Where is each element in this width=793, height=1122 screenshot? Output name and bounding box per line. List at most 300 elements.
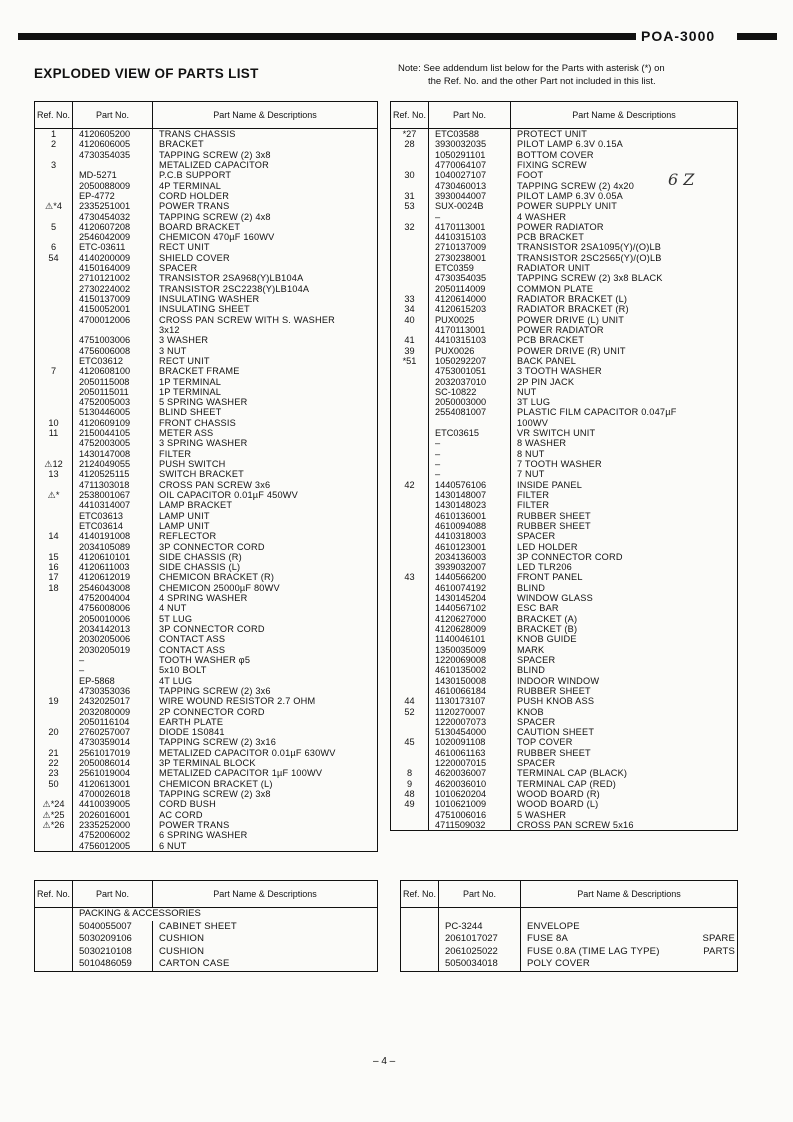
part-no-cell: 4120613001 bbox=[73, 779, 153, 789]
ref-cell bbox=[391, 624, 429, 634]
name-cell: TRANS CHASSIS bbox=[159, 129, 236, 139]
part-no-cell: MD-5271 bbox=[73, 170, 153, 180]
packing-heading: PACKING & ACCESSORIES bbox=[79, 908, 201, 919]
ref-cell: 23 bbox=[35, 768, 73, 778]
ref-cell: 28 bbox=[391, 139, 429, 149]
part-no-cell: 2026016001 bbox=[73, 810, 153, 820]
part-no-cell: 2050115011 bbox=[73, 387, 153, 397]
table-row bbox=[391, 253, 738, 263]
table-row bbox=[391, 737, 738, 747]
note-cell bbox=[688, 921, 738, 934]
table-row bbox=[391, 665, 738, 675]
ref-cell: 22 bbox=[35, 758, 73, 768]
table-row bbox=[35, 284, 378, 294]
part-no-cell: 2050115008 bbox=[73, 377, 153, 387]
name-cell: PCB BRACKET bbox=[517, 232, 585, 243]
part-no-cell: 2030205006 bbox=[73, 634, 153, 644]
name-cell: REFLECTOR bbox=[159, 531, 217, 542]
table-row bbox=[35, 830, 378, 840]
part-no-cell: 2561019004 bbox=[73, 768, 153, 778]
packing-table bbox=[34, 880, 378, 972]
table-row bbox=[35, 263, 378, 273]
ref-cell bbox=[391, 645, 429, 655]
table-row bbox=[391, 407, 738, 417]
table-row bbox=[391, 469, 738, 479]
name-cell: BACK PANEL bbox=[517, 355, 577, 366]
name-cell: POWER RADIATOR bbox=[517, 324, 604, 335]
part-no-cell: 4756008006 bbox=[73, 603, 153, 613]
table-row bbox=[35, 799, 378, 809]
part-no-cell: 4120608100 bbox=[73, 366, 153, 376]
name-cell: 4 SPRING WASHER bbox=[159, 593, 248, 604]
part-no-cell: – bbox=[429, 469, 511, 479]
part-no-cell: 3939032007 bbox=[429, 562, 511, 572]
table-row bbox=[391, 366, 738, 376]
name-cell: 100WV bbox=[517, 417, 549, 428]
name-cell: 3 NUT bbox=[159, 345, 187, 356]
name-cell: CORD HOLDER bbox=[159, 190, 230, 201]
ref-cell bbox=[391, 232, 429, 242]
name-cell: P.C.B SUPPORT bbox=[159, 170, 232, 181]
table-row bbox=[35, 212, 378, 222]
part-no-cell: ETC03613 bbox=[73, 511, 153, 521]
ref-cell bbox=[391, 242, 429, 252]
ref-cell: 43 bbox=[391, 572, 429, 582]
ref-cell bbox=[35, 789, 73, 799]
col-ref: Ref. No. bbox=[35, 881, 73, 908]
part-no-cell: 4610136001 bbox=[429, 511, 511, 521]
name-cell: BLIND SHEET bbox=[159, 407, 222, 418]
part-no-cell: 4120609109 bbox=[73, 418, 153, 428]
part-no-cell: 4170113001 bbox=[429, 222, 511, 232]
part-no-cell: 1430147008 bbox=[73, 449, 153, 459]
spare-parts-table bbox=[400, 880, 738, 972]
col-name: Part Name & Descriptions bbox=[511, 102, 738, 129]
table-row bbox=[391, 273, 738, 283]
ref-cell bbox=[35, 335, 73, 345]
name-cell: POWER TRANS bbox=[159, 201, 230, 212]
ref-cell bbox=[391, 377, 429, 387]
part-no-cell: 2546042009 bbox=[73, 232, 153, 242]
name-cell: WOOD BOARD (R) bbox=[517, 789, 600, 799]
ref-cell: 5 bbox=[35, 222, 73, 232]
ref-cell bbox=[35, 921, 73, 934]
table-row bbox=[391, 387, 738, 397]
name-cell: SWITCH BRACKET bbox=[159, 469, 244, 480]
ref-cell bbox=[35, 686, 73, 696]
name-cell: CAUTION SHEET bbox=[517, 727, 595, 738]
ref-cell bbox=[35, 273, 73, 283]
ref-cell bbox=[391, 150, 429, 160]
table-row bbox=[391, 676, 738, 686]
part-no-cell bbox=[73, 325, 153, 335]
table-row bbox=[35, 129, 378, 140]
table-row bbox=[35, 737, 378, 747]
name-cell: CROSS PAN SCREW 3x6 bbox=[159, 479, 271, 490]
table-row bbox=[391, 789, 738, 799]
name-cell: METER ASS bbox=[159, 428, 214, 439]
name-cell: 3P CONNECTOR CORD bbox=[159, 541, 265, 552]
table-row bbox=[35, 500, 378, 510]
table-row bbox=[35, 253, 378, 263]
table-row bbox=[391, 624, 738, 634]
table-row bbox=[391, 449, 738, 459]
name-cell: PROTECT UNIT bbox=[517, 129, 588, 139]
ref-cell: 16 bbox=[35, 562, 73, 572]
ref-cell: 48 bbox=[391, 789, 429, 799]
ref-cell bbox=[391, 665, 429, 675]
part-no-cell: 4751006016 bbox=[429, 810, 511, 820]
part-no-cell: 2050088009 bbox=[73, 181, 153, 191]
name-cell: 4 WASHER bbox=[517, 211, 567, 222]
table-row bbox=[391, 799, 738, 809]
ref-cell bbox=[35, 212, 73, 222]
part-no-cell: 4730354035 bbox=[429, 273, 511, 283]
name-cell: FRONT CHASSIS bbox=[159, 417, 236, 428]
name-cell: POLY COVER bbox=[527, 958, 590, 970]
part-no-cell: 1430148007 bbox=[429, 490, 511, 500]
table-row bbox=[35, 820, 378, 830]
part-no-cell: 2335251001 bbox=[73, 201, 153, 211]
ref-cell: 33 bbox=[391, 294, 429, 304]
name-cell: TRANSISTOR 2SC2565(Y)/(O)LB bbox=[517, 252, 662, 263]
ref-cell: 2 bbox=[35, 139, 73, 149]
part-no-cell: 4770064107 bbox=[429, 160, 511, 170]
part-no-cell: SUX-0024B bbox=[429, 201, 511, 211]
part-no-cell: 2124049055 bbox=[73, 459, 153, 469]
ref-cell bbox=[35, 315, 73, 325]
name-cell: 3P CONNECTOR CORD bbox=[517, 551, 623, 562]
ref-cell bbox=[391, 593, 429, 603]
name-cell: FRONT PANEL bbox=[517, 572, 583, 583]
part-no-cell: 3930032035 bbox=[429, 139, 511, 149]
table-row bbox=[35, 469, 378, 479]
ref-cell bbox=[35, 717, 73, 727]
ref-cell bbox=[35, 603, 73, 613]
part-no-cell: 1220069008 bbox=[429, 655, 511, 665]
name-cell: RADIATOR BRACKET (R) bbox=[517, 304, 629, 315]
part-no-cell: PC-3244 bbox=[439, 921, 521, 934]
table-row bbox=[35, 841, 378, 852]
name-cell: 8 WASHER bbox=[517, 438, 567, 449]
part-no-cell: ETC03612 bbox=[73, 356, 153, 366]
ref-cell: 14 bbox=[35, 531, 73, 541]
ref-cell bbox=[391, 717, 429, 727]
ref-cell: 42 bbox=[391, 480, 429, 490]
part-no-cell: 4700026018 bbox=[73, 789, 153, 799]
part-no-cell: 4140200009 bbox=[73, 253, 153, 263]
ref-cell: 11 bbox=[35, 428, 73, 438]
part-no-cell: 2050003000 bbox=[429, 397, 511, 407]
name-cell: CROSS PAN SCREW 5x16 bbox=[517, 819, 634, 830]
name-cell: KNOB bbox=[517, 706, 544, 717]
table-row bbox=[35, 768, 378, 778]
name-cell: POWER TRANS bbox=[159, 819, 230, 830]
part-no-cell: 1220007015 bbox=[429, 758, 511, 768]
note-line-2: the Ref. No. and the other Part not included in this list. bbox=[428, 76, 656, 87]
page-number: – 4 – bbox=[373, 1056, 396, 1067]
part-no-cell: 2554081007 bbox=[429, 407, 511, 417]
table-row bbox=[35, 201, 378, 211]
table-row bbox=[35, 779, 378, 789]
table-row bbox=[35, 273, 378, 283]
name-cell: 1P TERMINAL bbox=[159, 376, 222, 387]
part-no-cell: 4150052001 bbox=[73, 304, 153, 314]
name-cell: KNOB GUIDE bbox=[517, 634, 577, 645]
part-no-cell: 4610135002 bbox=[429, 665, 511, 675]
part-no-cell: 4120627000 bbox=[429, 614, 511, 624]
part-no-cell: 2561017019 bbox=[73, 748, 153, 758]
part-no-cell: 2050116104 bbox=[73, 717, 153, 727]
ref-cell: *51 bbox=[391, 356, 429, 366]
ref-cell: 21 bbox=[35, 748, 73, 758]
table-row bbox=[391, 500, 738, 510]
col-ref: Ref. No. bbox=[35, 102, 73, 129]
ref-cell bbox=[391, 469, 429, 479]
table-row bbox=[35, 397, 378, 407]
name-cell: SPACER bbox=[517, 654, 556, 665]
part-no-cell: 4170113001 bbox=[429, 325, 511, 335]
table-row bbox=[391, 511, 738, 521]
table-row bbox=[391, 810, 738, 820]
ref-cell bbox=[35, 397, 73, 407]
part-no-cell: 1430150008 bbox=[429, 676, 511, 686]
table-row bbox=[35, 521, 378, 531]
ref-cell bbox=[35, 284, 73, 294]
part-no-cell: 4752003005 bbox=[73, 438, 153, 448]
table-row bbox=[391, 377, 738, 387]
part-no-cell: 1050291101 bbox=[429, 150, 511, 160]
table-row bbox=[391, 242, 738, 252]
parts-table-right bbox=[390, 101, 738, 831]
part-no-cell: 1040027107 bbox=[429, 170, 511, 180]
name-cell: TAPPING SCREW (2) 4x20 bbox=[517, 180, 635, 191]
name-cell: CONTACT ASS bbox=[159, 644, 226, 655]
ref-cell: 17 bbox=[35, 572, 73, 582]
name-cell: DIODE 1S0841 bbox=[159, 727, 225, 738]
table-row bbox=[35, 572, 378, 582]
part-no-cell: 4120628009 bbox=[429, 624, 511, 634]
ref-cell bbox=[391, 727, 429, 737]
ref-cell bbox=[35, 387, 73, 397]
part-no-cell: 4410039005 bbox=[73, 799, 153, 809]
part-no-cell: 4730354035 bbox=[73, 150, 153, 160]
table-row bbox=[391, 696, 738, 706]
name-cell: WINDOW GLASS bbox=[517, 593, 593, 604]
part-no-cell: 4140191008 bbox=[73, 531, 153, 541]
ref-cell bbox=[391, 511, 429, 521]
note-line-1: Note: See addendum list below for the Parts with asterisk (*) on bbox=[398, 63, 665, 74]
name-cell: CUSHION bbox=[159, 945, 205, 957]
col-name: Part Name & Descriptions bbox=[153, 102, 378, 129]
ref-cell: *27 bbox=[391, 129, 429, 140]
table-row bbox=[391, 707, 738, 717]
name-cell: CHEMICON BRACKET (L) bbox=[159, 778, 273, 789]
table-row bbox=[391, 201, 738, 211]
part-no-cell: 1020091108 bbox=[429, 737, 511, 747]
part-no-cell: 4756006008 bbox=[73, 346, 153, 356]
table-row bbox=[35, 315, 378, 325]
ref-cell: 15 bbox=[35, 552, 73, 562]
name-cell: TAPPING SCREW (2) 3x8 BLACK bbox=[517, 273, 663, 284]
name-cell: 5T LUG bbox=[159, 613, 193, 624]
name-cell: 5 SPRING WASHER bbox=[159, 397, 248, 408]
part-no-cell bbox=[73, 160, 153, 170]
part-no-cell: – bbox=[429, 459, 511, 469]
part-no-cell: 5130446005 bbox=[73, 407, 153, 417]
part-no-cell: 1010621009 bbox=[429, 799, 511, 809]
ref-cell bbox=[35, 181, 73, 191]
ref-cell bbox=[391, 273, 429, 283]
parts-table-left bbox=[34, 101, 378, 852]
name-cell: SIDE CHASSIS (L) bbox=[159, 562, 241, 573]
part-no-cell: 4120612019 bbox=[73, 572, 153, 582]
ref-cell bbox=[391, 418, 429, 428]
ref-cell bbox=[35, 511, 73, 521]
name-cell: TAPPING SCREW (2) 3x6 bbox=[159, 685, 271, 696]
ref-cell bbox=[391, 284, 429, 294]
name-cell: RUBBER SHEET bbox=[517, 520, 591, 531]
ref-cell: 34 bbox=[391, 304, 429, 314]
name-cell: BRACKET bbox=[159, 139, 204, 150]
table-row bbox=[35, 531, 378, 541]
name-cell: SPACER bbox=[159, 263, 198, 274]
part-no-cell: 2032037010 bbox=[429, 377, 511, 387]
name-cell: PUSH KNOB ASS bbox=[517, 696, 595, 707]
ref-cell bbox=[391, 758, 429, 768]
name-cell: CONTACT ASS bbox=[159, 634, 226, 645]
ref-cell bbox=[35, 150, 73, 160]
part-no-cell: 1050292207 bbox=[429, 356, 511, 366]
part-no-cell: PUX0025 bbox=[429, 315, 511, 325]
name-cell: 3P CONNECTOR CORD bbox=[159, 624, 265, 634]
name-cell: LAMP BRACKET bbox=[159, 500, 233, 511]
part-no-cell: 4120611003 bbox=[73, 562, 153, 572]
table-row bbox=[35, 387, 378, 397]
name-cell: FILTER bbox=[159, 448, 192, 459]
table-row bbox=[391, 603, 738, 613]
ref-cell bbox=[391, 387, 429, 397]
ref-cell bbox=[35, 665, 73, 675]
ref-cell: 7 bbox=[35, 366, 73, 376]
part-no-cell: 4150137009 bbox=[73, 294, 153, 304]
ref-cell bbox=[391, 459, 429, 469]
table-row bbox=[391, 263, 738, 273]
ref-cell bbox=[35, 356, 73, 366]
part-no-cell: 1120270007 bbox=[429, 707, 511, 717]
table-row bbox=[35, 717, 378, 727]
table-row bbox=[391, 572, 738, 582]
name-cell: 2P CONNECTOR CORD bbox=[159, 706, 265, 717]
name-cell: FILTER bbox=[517, 489, 550, 500]
ref-cell bbox=[401, 946, 439, 959]
ref-cell bbox=[391, 614, 429, 624]
name-cell: CORD BUSH bbox=[159, 799, 216, 810]
part-no-cell: 4120614000 bbox=[429, 294, 511, 304]
part-no-cell: – bbox=[429, 449, 511, 459]
ref-cell: ⚠12 bbox=[35, 459, 73, 469]
ref-cell bbox=[35, 438, 73, 448]
name-cell: PUSH SWITCH bbox=[159, 459, 226, 469]
part-no-cell: 4120610101 bbox=[73, 552, 153, 562]
table-row bbox=[35, 789, 378, 799]
table-row bbox=[35, 449, 378, 459]
name-cell: 5 WASHER bbox=[517, 809, 567, 820]
ref-cell bbox=[401, 921, 439, 934]
table-row bbox=[35, 624, 378, 634]
ref-cell: 3 bbox=[35, 160, 73, 170]
ref-cell: ⚠*24 bbox=[35, 799, 73, 809]
name-cell: CHEMICON 470µF 160WV bbox=[159, 232, 275, 243]
ref-cell bbox=[35, 830, 73, 840]
ref-cell bbox=[35, 542, 73, 552]
table-row bbox=[35, 958, 378, 971]
table-row bbox=[391, 645, 738, 655]
table-row bbox=[35, 696, 378, 706]
name-cell: CROSS PAN SCREW WITH S. WASHER bbox=[159, 314, 335, 325]
part-no-cell: 5050034018 bbox=[439, 958, 521, 971]
part-no-cell: 2032080009 bbox=[73, 707, 153, 717]
table-row bbox=[35, 542, 378, 552]
table-row bbox=[35, 946, 378, 959]
part-no-cell: ETC03615 bbox=[429, 428, 511, 438]
ref-cell bbox=[391, 181, 429, 191]
note-cell: SPARE bbox=[702, 933, 736, 945]
part-no-cell: 4410315103 bbox=[429, 335, 511, 345]
col-ref: Ref. No. bbox=[401, 881, 439, 908]
table-row bbox=[401, 958, 738, 971]
ref-cell bbox=[35, 294, 73, 304]
part-no-cell: 4730359014 bbox=[73, 737, 153, 747]
name-cell: SPACER bbox=[517, 531, 556, 542]
name-cell: 3T LUG bbox=[517, 397, 551, 408]
name-cell: 2P PIN JACK bbox=[517, 376, 575, 387]
name-cell: CHEMICON 25000µF 80WV bbox=[159, 582, 280, 593]
table-row bbox=[391, 160, 738, 170]
table-row bbox=[35, 170, 378, 180]
ref-cell bbox=[35, 377, 73, 387]
table-row bbox=[35, 407, 378, 417]
table-row bbox=[35, 933, 378, 946]
ref-cell bbox=[35, 170, 73, 180]
ref-cell bbox=[391, 438, 429, 448]
part-no-cell: 2050114009 bbox=[429, 284, 511, 294]
table-row bbox=[391, 593, 738, 603]
part-no-cell: 5010486059 bbox=[73, 958, 153, 971]
name-cell: 4P TERMINAL bbox=[159, 180, 222, 191]
ref-cell bbox=[35, 500, 73, 510]
name-cell: BRACKET (A) bbox=[517, 613, 578, 624]
ref-cell: ⚠*25 bbox=[35, 810, 73, 820]
part-no-cell: 2061025022 bbox=[439, 946, 521, 959]
part-no-cell: 4752005003 bbox=[73, 397, 153, 407]
name-cell: FUSE 8A bbox=[527, 933, 568, 945]
name-cell: 8 NUT bbox=[517, 448, 545, 459]
header-rule-end bbox=[737, 33, 777, 40]
part-no-cell: 4700012006 bbox=[73, 315, 153, 325]
table-row bbox=[391, 222, 738, 232]
table-row bbox=[391, 655, 738, 665]
part-no-cell: 4752004004 bbox=[73, 593, 153, 603]
name-cell: POWER DRIVE (R) UNIT bbox=[517, 345, 626, 356]
table-row bbox=[35, 346, 378, 356]
ref-cell bbox=[391, 686, 429, 696]
part-no-cell: 4610074192 bbox=[429, 583, 511, 593]
table-row bbox=[35, 583, 378, 593]
part-no-cell: 4610066184 bbox=[429, 686, 511, 696]
part-no-cell: ETC03588 bbox=[429, 129, 511, 140]
name-cell: CUSHION bbox=[159, 933, 205, 945]
